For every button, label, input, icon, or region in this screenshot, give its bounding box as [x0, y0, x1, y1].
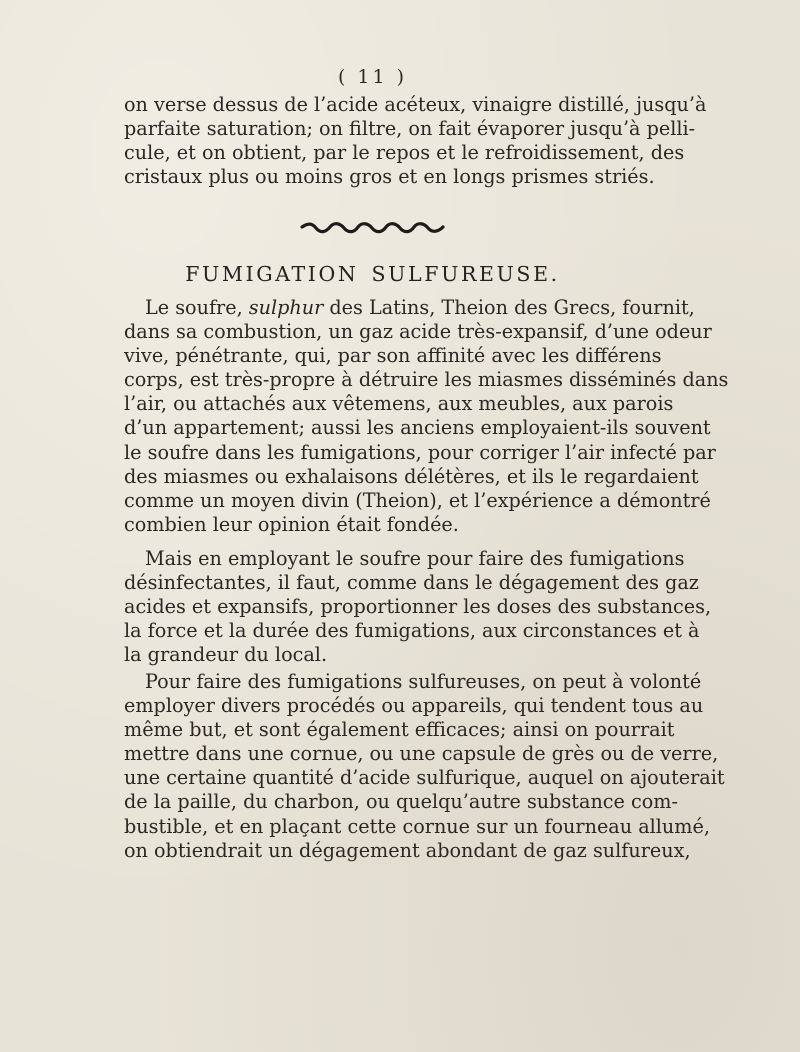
text-line: mettre dans une cornue, ou une capsule de grès ou de verre, — [124, 742, 719, 766]
text-line: même but, et sont également efficaces; ainsi on pourrait — [124, 718, 675, 742]
text-line: on verse dessus de l’acide acéteux, vinaigre distillé, jusqu’à — [124, 93, 707, 116]
section-paragraph-1 — [124, 296, 729, 537]
text-line: le soufre dans les fumigations, pour corriger l’air infecté par — [124, 440, 716, 464]
wave-rule-ornament — [300, 222, 445, 236]
text-line: l’air, ou attachés aux vêtemens, aux meubles, aux parois — [124, 392, 674, 416]
text-line: dans sa combustion, un gaz acide très-expansif, d’une odeur — [124, 320, 712, 344]
text-line: cule, et on obtient, par le repos et le refroidissement, des — [124, 141, 685, 165]
text-line: comme un moyen divin (Theion), et l’expérience a démontré — [124, 488, 711, 512]
text-line: acides et expansifs, proportionner les doses des substances, — [124, 595, 712, 619]
section-paragraph-3 — [124, 670, 725, 863]
text-line: Mais en employant le soufre pour faire des fumigations — [145, 547, 685, 570]
continued-paragraph — [124, 93, 707, 189]
italic-term: sulphur — [248, 296, 324, 319]
text-line — [124, 296, 695, 320]
text-line: d’un appartement; aussi les anciens employaient-ils souvent — [124, 416, 711, 440]
text-line: combien leur opinion était fondée. — [124, 512, 459, 536]
text-line: corps, est très-propre à détruire les miasmes disséminés dans — [124, 368, 729, 392]
section-paragraph-2 — [124, 547, 712, 667]
text-line: cristaux plus ou moins gros et en longs prismes striés. — [124, 165, 655, 189]
section-heading: FUMIGATION SULFUREUSE. — [185, 262, 560, 286]
text-line: employer divers procédés ou appareils, qui tendent tous au — [124, 694, 704, 718]
text-line: une certaine quantité d’acide sulfurique, auquel on ajouterait — [124, 766, 725, 790]
text-line: la force et la durée des fumigations, aux circonstances et à — [124, 619, 700, 643]
text-run: Le soufre, — [145, 296, 249, 319]
text-line: des miasmes ou exhalaisons délétères, et ils le regardaient — [124, 464, 699, 488]
text-line: désinfectantes, il faut, comme dans le dégagement des gaz — [124, 571, 699, 595]
text-line: de la paille, du charbon, ou quelqu’autre substance com- — [124, 790, 678, 814]
page-number: ( 11 ) — [337, 66, 408, 88]
text-line: bustible, et en plaçant cette cornue sur un fourneau allumé, — [124, 814, 710, 838]
text-run: des Latins, Theion des Grecs, fournit, — [323, 296, 695, 319]
text-line: on obtiendrait un dégagement abondant de gaz sulfureux, — [124, 838, 691, 862]
text-line: vive, pénétrante, qui, par son affinité avec les différens — [124, 344, 662, 368]
text-line: la grandeur du local. — [124, 643, 328, 667]
text-line: Pour faire des fumigations sulfureuses, on peut à volonté — [145, 670, 702, 693]
text-line: parfaite saturation; on filtre, on fait évaporer jusqu’à pelli- — [124, 117, 696, 141]
